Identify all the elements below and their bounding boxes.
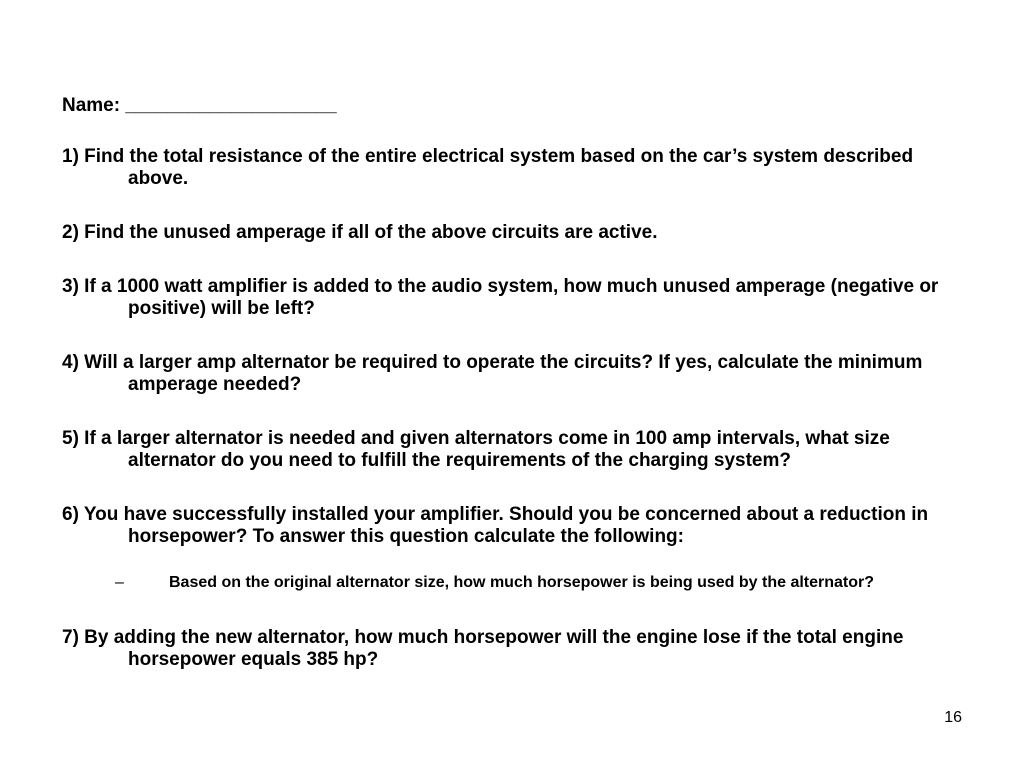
page-number: 16 (944, 709, 962, 726)
question-6-sub-list (62, 573, 962, 593)
question-6: 6) You have successfully installed your amplifier. Should you be concerned about a reduction in horsepower? To answer this question calculate the following: (62, 504, 929, 547)
name-field-label: Name: ____________________ (62, 95, 337, 116)
question-3: 3) If a 1000 watt amplifier is added to the audio system, how much unused amperage (negative or positive) will be left? (62, 276, 939, 319)
question-1: 1) Find the total resistance of the entire electrical system based on the car’s system described above. (62, 146, 914, 189)
worksheet-content (62, 94, 962, 703)
question-4: 4) Will a larger amp alternator be required to operate the circuits? If yes, calculate the minimum amperage needed? (62, 352, 923, 395)
dash-marker: – (115, 574, 124, 591)
question-5: 5) If a larger alternator is needed and given alternators come in 100 amp intervals, what size alternator do you need to fulfill the requirements of the charging system? (62, 428, 890, 471)
sub-question-text: Based on the original alternator size, how much horsepower is being used by the alternator? (169, 574, 875, 591)
question-2: 2) Find the unused amperage if all of the above circuits are active. (62, 222, 658, 243)
sub-question-6a (62, 573, 949, 593)
question-7: 7) By adding the new alternator, how much horsepower will the engine lose if the total engine horsepower equals 385 hp? (62, 627, 904, 670)
